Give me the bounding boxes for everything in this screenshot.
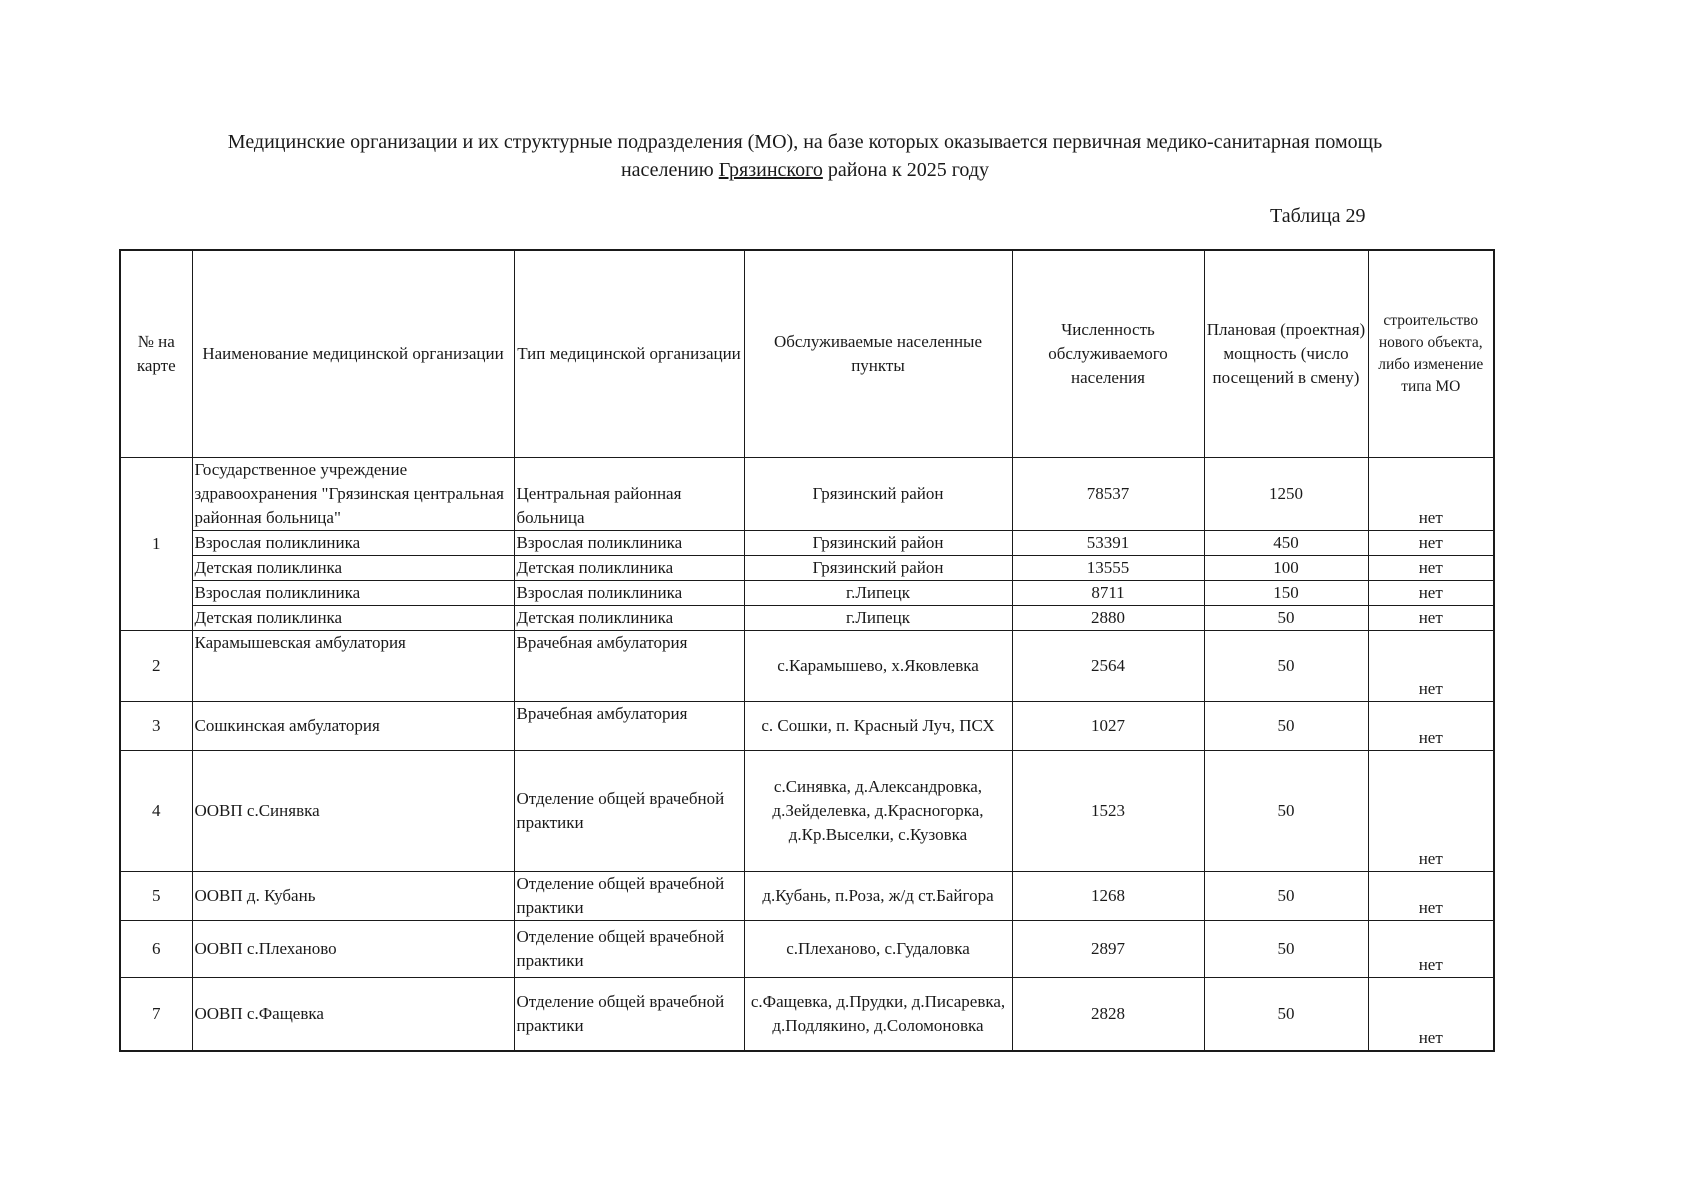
- row-construction: нет: [1368, 977, 1494, 1051]
- row-capacity: 50: [1204, 605, 1368, 630]
- row-population: 8711: [1012, 580, 1204, 605]
- row-num: 7: [120, 977, 192, 1051]
- row-name: ООВП с.Плеханово: [192, 920, 514, 977]
- table-row: [120, 530, 1494, 555]
- table-row: [120, 605, 1494, 630]
- row-points: с.Плеханово, с.Гудаловка: [744, 920, 1012, 977]
- header-num: № на карте: [120, 250, 192, 457]
- row-num: 5: [120, 871, 192, 920]
- row-points: Грязинский район: [744, 530, 1012, 555]
- row-capacity: 1250: [1204, 457, 1368, 530]
- table-row: [120, 871, 1494, 920]
- row-construction: нет: [1368, 580, 1494, 605]
- row-num: 2: [120, 630, 192, 701]
- row-population: 53391: [1012, 530, 1204, 555]
- row-population: 13555: [1012, 555, 1204, 580]
- row-name: Государственное учреждение здравоохранения "Грязинская центральная районная больница": [192, 457, 514, 530]
- row-capacity: 50: [1204, 871, 1368, 920]
- row-type: Врачебная амбулатория: [514, 701, 744, 750]
- header-name: Наименование медицинской организации: [192, 250, 514, 457]
- row-type: Отделение общей врачебной практики: [514, 871, 744, 920]
- row-type: Отделение общей врачебной практики: [514, 977, 744, 1051]
- row-construction: нет: [1368, 871, 1494, 920]
- title-suffix: района к 2025 году: [822, 159, 990, 181]
- row-type: Центральная районная больница: [514, 457, 744, 530]
- row-name: Детская поликлинка: [192, 555, 514, 580]
- row-num: 1: [120, 457, 192, 630]
- row-points: с.Карамышево, х.Яковлевка: [744, 630, 1012, 701]
- row-points: Грязинский район: [744, 555, 1012, 580]
- row-capacity: 50: [1204, 701, 1368, 750]
- row-type: Детская поликлиника: [514, 555, 744, 580]
- row-type: Взрослая поликлиника: [514, 580, 744, 605]
- row-capacity: 50: [1204, 920, 1368, 977]
- row-population: 1523: [1012, 750, 1204, 871]
- row-type: Отделение общей врачебной практики: [514, 750, 744, 871]
- row-population: 2897: [1012, 920, 1204, 977]
- row-population: 2564: [1012, 630, 1204, 701]
- row-points: г.Липецк: [744, 605, 1012, 630]
- header-points: Обслуживаемые населенные пункты: [744, 250, 1012, 457]
- row-name: Взрослая поликлиника: [192, 580, 514, 605]
- table-row: [120, 630, 1494, 701]
- table-row: [120, 750, 1494, 871]
- table-row: [120, 580, 1494, 605]
- row-num: 3: [120, 701, 192, 750]
- row-construction: нет: [1368, 457, 1494, 530]
- header-row: [120, 250, 1494, 457]
- row-num: 6: [120, 920, 192, 977]
- table-row: [120, 457, 1494, 530]
- row-type: Отделение общей врачебной практики: [514, 920, 744, 977]
- row-points: г.Липецк: [744, 580, 1012, 605]
- table-row: [120, 977, 1494, 1051]
- row-population: 78537: [1012, 457, 1204, 530]
- header-type: Тип медицинской организации: [514, 250, 744, 457]
- row-population: 1027: [1012, 701, 1204, 750]
- row-points: с.Синявка, д.Александровка, д.Зейделевка, д.Красногорка, д.Кр.Выселки, с.Кузовка: [744, 750, 1012, 871]
- table-row: [120, 555, 1494, 580]
- header-construction: строительство нового объекта, либо изменение типа МО: [1368, 250, 1494, 457]
- row-capacity: 50: [1204, 977, 1368, 1051]
- row-capacity: 100: [1204, 555, 1368, 580]
- row-construction: нет: [1368, 701, 1494, 750]
- row-capacity: 450: [1204, 530, 1368, 555]
- table-label: Таблица 29: [1270, 205, 1366, 227]
- title-line-1: Медицинские организации и их структурные подразделения (МО), на базе которых оказывается первичная медико-санитарная помощь: [227, 131, 1383, 153]
- row-population: 2828: [1012, 977, 1204, 1051]
- row-name: Сошкинская амбулатория: [192, 701, 514, 750]
- row-construction: нет: [1368, 920, 1494, 977]
- row-construction: нет: [1368, 750, 1494, 871]
- row-construction: нет: [1368, 630, 1494, 701]
- row-points: с.Фащевка, д.Прудки, д.Писаревка, д.Подлякино, д.Соломоновка: [744, 977, 1012, 1051]
- row-name: Детская поликлинка: [192, 605, 514, 630]
- row-points: с. Сошки, п. Красный Луч, ПСХ: [744, 701, 1012, 750]
- table-row: [120, 920, 1494, 977]
- row-population: 2880: [1012, 605, 1204, 630]
- row-type: Детская поликлиника: [514, 605, 744, 630]
- document-title: [120, 128, 1490, 184]
- row-name: ООВП с.Синявка: [192, 750, 514, 871]
- row-type: Врачебная амбулатория: [514, 630, 744, 701]
- table-row: [120, 701, 1494, 750]
- title-district: Грязинского: [718, 159, 823, 181]
- row-points: д.Кубань, п.Роза, ж/д ст.Байгора: [744, 871, 1012, 920]
- row-construction: нет: [1368, 530, 1494, 555]
- title-prefix: населению: [620, 159, 719, 181]
- row-name: ООВП с.Фащевка: [192, 977, 514, 1051]
- row-capacity: 50: [1204, 630, 1368, 701]
- row-name: Взрослая поликлиника: [192, 530, 514, 555]
- title-line-2: [120, 156, 1490, 184]
- row-capacity: 150: [1204, 580, 1368, 605]
- row-type: Взрослая поликлиника: [514, 530, 744, 555]
- header-population: Численность обслуживаемого населения: [1012, 250, 1204, 457]
- row-points: Грязинский район: [744, 457, 1012, 530]
- row-num: 4: [120, 750, 192, 871]
- row-population: 1268: [1012, 871, 1204, 920]
- header-capacity: Плановая (проектная) мощность (число посещений в смену): [1204, 250, 1368, 457]
- row-name: ООВП д. Кубань: [192, 871, 514, 920]
- organizations-table: [119, 249, 1495, 1052]
- row-construction: нет: [1368, 605, 1494, 630]
- row-construction: нет: [1368, 555, 1494, 580]
- row-name: Карамышевская амбулатория: [192, 630, 514, 701]
- row-capacity: 50: [1204, 750, 1368, 871]
